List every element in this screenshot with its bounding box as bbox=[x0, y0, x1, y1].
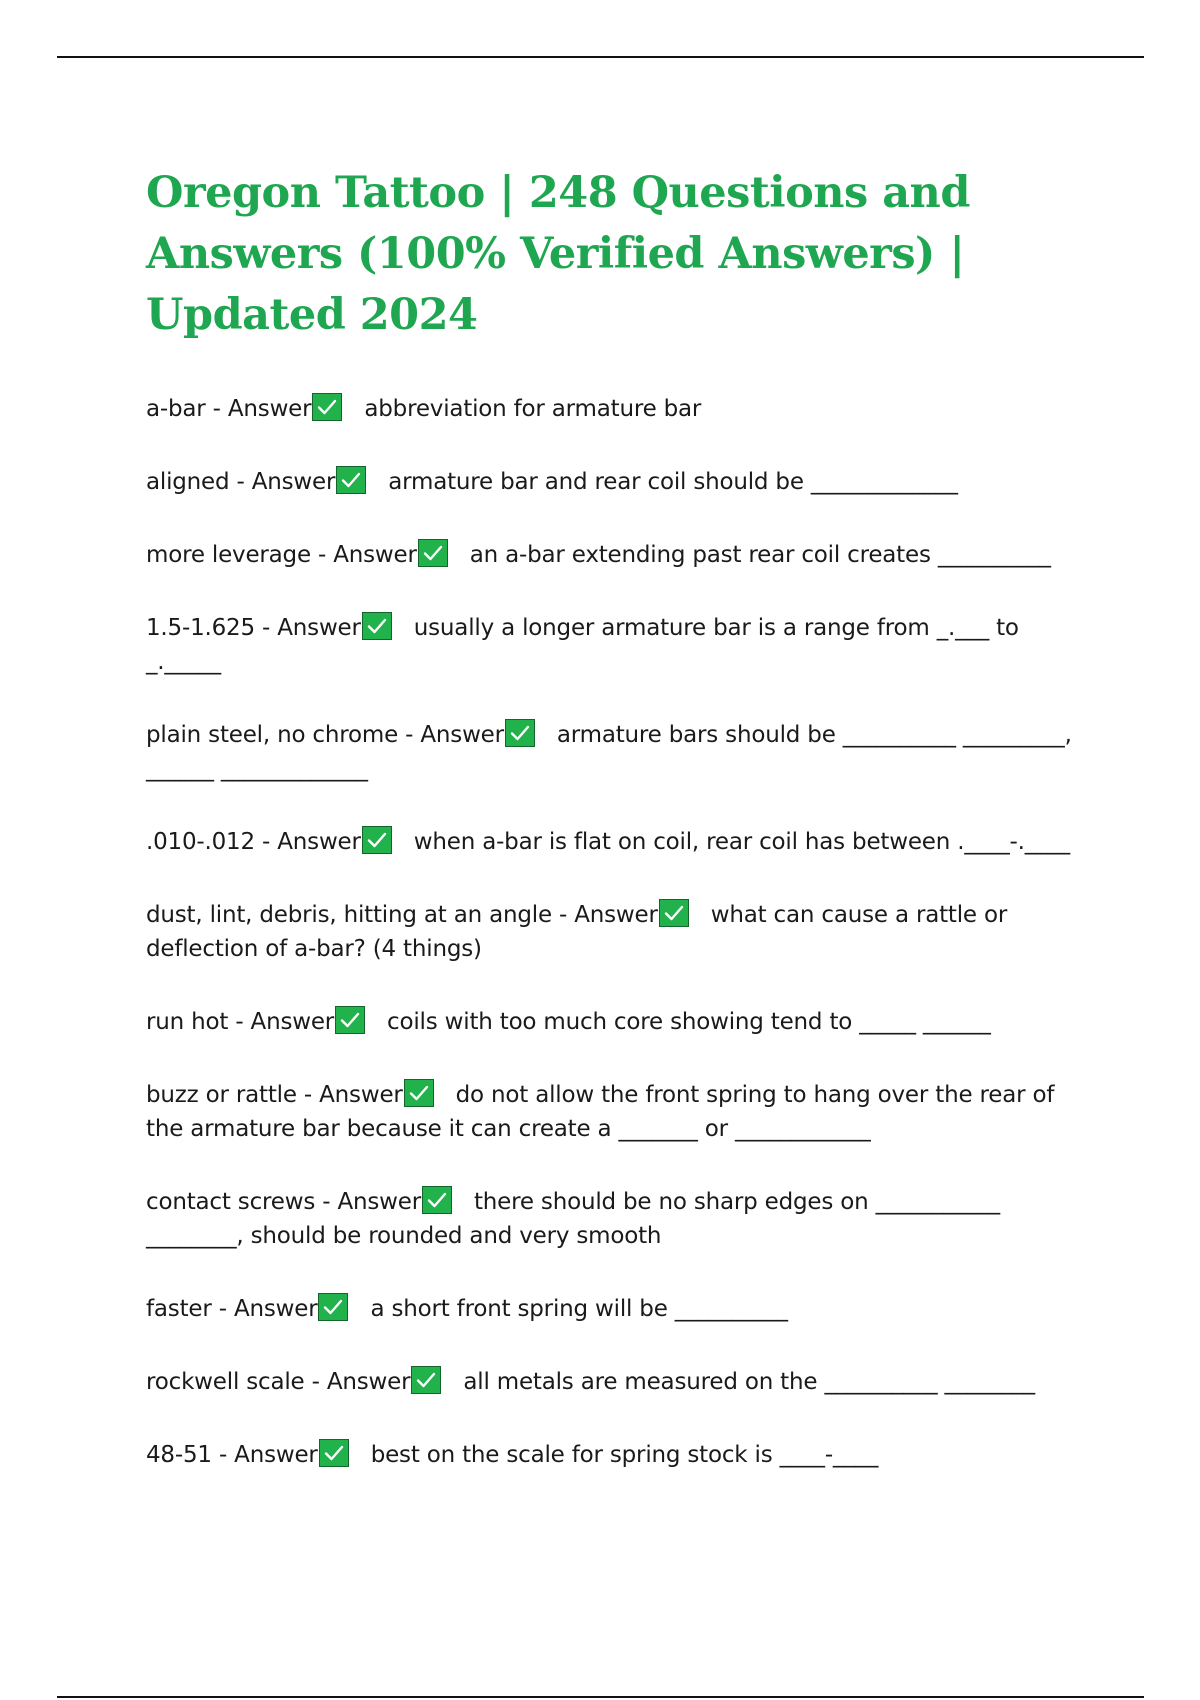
answer-term: dust, lint, debris, hitting at an angle bbox=[146, 902, 552, 928]
qa-item: run hot - Answer coils with too much core showing tend to _____ ______ bbox=[146, 1005, 1086, 1039]
answer-term: 1.5-1.625 bbox=[146, 615, 255, 641]
qa-item: buzz or rattle - Answer do not allow the front spring to hang over the rear of the armature bar because it can create a _______ or ____________ bbox=[146, 1078, 1086, 1146]
question-text: coils with too much core showing tend to _____ ______ bbox=[387, 1009, 991, 1035]
checkmark-icon bbox=[418, 539, 448, 567]
question-text: abbreviation for armature bar bbox=[364, 396, 702, 422]
qa-item: contact screws - Answer there should be no sharp edges on ___________ ________, should be rounded and very smooth bbox=[146, 1185, 1086, 1253]
answer-term: faster bbox=[146, 1296, 212, 1322]
qa-item: more leverage - Answer an a-bar extending past rear coil creates __________ bbox=[146, 538, 1086, 572]
answer-term: more leverage bbox=[146, 542, 311, 568]
checkmark-icon bbox=[411, 1366, 441, 1394]
answer-term: buzz or rattle bbox=[146, 1082, 297, 1108]
checkmark-icon bbox=[335, 1006, 365, 1034]
qa-item: dust, lint, debris, hitting at an angle - Answer what can cause a rattle or deflection of a-bar? (4 things) bbox=[146, 898, 1086, 966]
qa-item: rockwell scale - Answer all metals are measured on the __________ ________ bbox=[146, 1365, 1086, 1399]
bottom-rule bbox=[57, 1696, 1144, 1698]
question-text: armature bars should be __________ _________, ______ _____________ bbox=[146, 722, 1072, 782]
answer-label: Answer bbox=[277, 615, 361, 641]
question-text: do not allow the front spring to hang over the rear of the armature bar because it can create a _______ or ____________ bbox=[146, 1082, 1055, 1142]
question-text: an a-bar extending past rear coil creates __________ bbox=[469, 542, 1051, 568]
answer-label: Answer bbox=[337, 1189, 421, 1215]
answer-label: Answer bbox=[574, 902, 658, 928]
qa-list bbox=[146, 392, 1086, 1472]
checkmark-icon bbox=[362, 826, 392, 854]
qa-item: .010-.012 - Answer when a-bar is flat on coil, rear coil has between .____-.____ bbox=[146, 825, 1086, 859]
question-text: when a-bar is flat on coil, rear coil has between .____-.____ bbox=[413, 829, 1070, 855]
checkmark-icon bbox=[362, 612, 392, 640]
top-rule bbox=[57, 56, 1144, 58]
answer-term: .010-.012 bbox=[146, 829, 255, 855]
checkmark-icon bbox=[422, 1186, 452, 1214]
answer-term: contact screws bbox=[146, 1189, 316, 1215]
qa-item: a-bar - Answer abbreviation for armature bar bbox=[146, 392, 1086, 426]
answer-label: Answer bbox=[326, 1369, 411, 1395]
checkmark-icon bbox=[319, 1439, 349, 1467]
checkmark-icon bbox=[336, 466, 366, 494]
answer-label: Answer bbox=[319, 1082, 403, 1108]
question-text: armature bar and rear coil should be _____________ bbox=[388, 469, 958, 495]
checkmark-icon bbox=[659, 899, 689, 927]
question-text: all metals are measured on the __________ ________ bbox=[463, 1369, 1035, 1395]
answer-label: Answer bbox=[333, 542, 417, 568]
answer-term: 48-51 bbox=[146, 1442, 212, 1468]
qa-item: plain steel, no chrome - Answer armature bars should be __________ _________, ______ _____________ bbox=[146, 718, 1086, 786]
answer-label: Answer bbox=[234, 1442, 318, 1468]
question-text: best on the scale for spring stock is ____-____ bbox=[370, 1442, 879, 1468]
question-text: what can cause a rattle or deflection of a-bar? (4 things) bbox=[146, 902, 1008, 962]
question-text: usually a longer armature bar is a range from _.___ to _._____ bbox=[146, 615, 1019, 675]
answer-label: Answer bbox=[250, 1009, 335, 1035]
qa-item: 48-51 - Answer best on the scale for spring stock is ____-____ bbox=[146, 1438, 1086, 1472]
answer-label: Answer bbox=[227, 396, 312, 422]
checkmark-icon bbox=[404, 1079, 434, 1107]
qa-item: 1.5-1.625 - Answer usually a longer armature bar is a range from _.___ to _._____ bbox=[146, 611, 1086, 679]
checkmark-icon bbox=[312, 393, 342, 421]
answer-term: rockwell scale bbox=[146, 1369, 305, 1395]
answer-label: Answer bbox=[420, 722, 504, 748]
document-title: Oregon Tattoo | 248 Questions and Answers (100% Verified Answers) | Updated 2024 bbox=[146, 168, 970, 340]
answer-term: plain steel, no chrome bbox=[146, 722, 399, 748]
qa-item: faster - Answer a short front spring will be __________ bbox=[146, 1292, 1086, 1326]
question-text: there should be no sharp edges on ___________ ________, should be rounded and very smooth bbox=[146, 1189, 1000, 1249]
document-body bbox=[146, 163, 1086, 1511]
answer-label: Answer bbox=[251, 469, 336, 495]
question-text: a short front spring will be __________ bbox=[370, 1296, 788, 1322]
answer-term: aligned bbox=[146, 469, 230, 495]
checkmark-icon bbox=[505, 719, 535, 747]
answer-label: Answer bbox=[277, 829, 361, 855]
answer-term: run hot bbox=[146, 1009, 229, 1035]
qa-item: aligned - Answer armature bar and rear coil should be _____________ bbox=[146, 465, 1086, 499]
answer-term: a-bar bbox=[146, 396, 206, 422]
checkmark-icon bbox=[318, 1293, 348, 1321]
answer-label: Answer bbox=[233, 1296, 318, 1322]
